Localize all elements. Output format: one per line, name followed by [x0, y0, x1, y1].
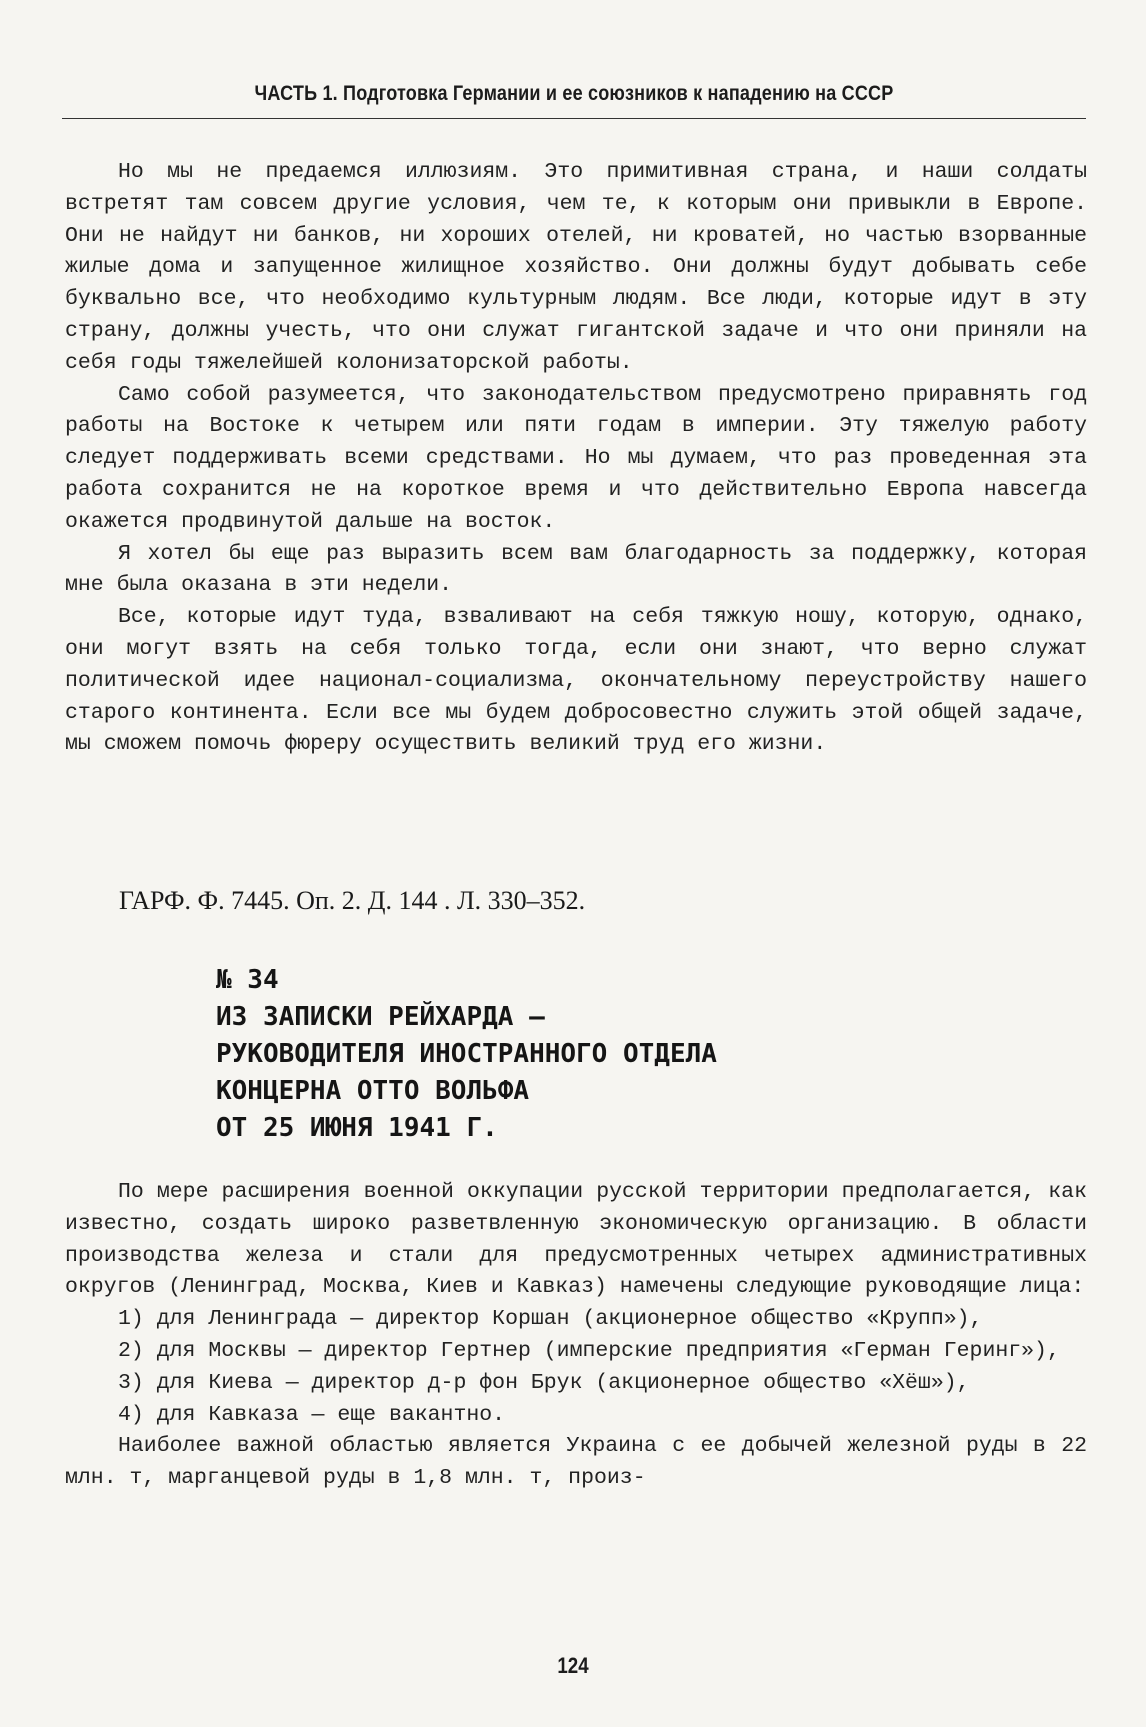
heading-line: КОНЦЕРНА ОТТО ВОЛЬФА — [216, 1076, 530, 1106]
text-block-document — [65, 1177, 1087, 1495]
document-number: № 34 — [216, 965, 279, 995]
paragraph: По мере расширения военной оккупации русской территории предполагается, как известно, создать широко разветвленную экономическую организацию. В области производства железа и стали для предусмотренных четырех административных округов (Ленинград, Москва, Киев и Кавказ) намечены следующие руководящие лица: — [65, 1180, 1087, 1300]
list-item: 3) для Киева — директор д-р фон Брук (акционерное общество «Хёш»), — [118, 1370, 970, 1395]
list-item: 4) для Кавказа — еще вакантно. — [118, 1402, 506, 1427]
heading-line: РУКОВОДИТЕЛЯ ИНОСТРАННОГО ОТДЕЛА — [216, 1039, 717, 1069]
list-item: 2) для Москвы — директор Гертнер (имперские предприятия «Герман Геринг»), — [118, 1338, 1060, 1363]
page-number: 124 — [557, 1653, 589, 1678]
paragraph: Само собой разумеется, что законодательством предусмотрено приравнять год работы на Востоке к четырем или пяти годам в империи. Эту тяжелую работу следует поддерживать всеми средствами. Но мы думаем, что раз проведенная эта работа сохранится не на короткое время и что действительно Европа навсегда окажется продвинутой дальше на восток. — [65, 382, 1087, 534]
text-block-continuation — [65, 157, 1087, 761]
heading-date: ОТ 25 ИЮНЯ 1941 Г. — [216, 1113, 498, 1143]
header-rule — [62, 118, 1086, 119]
heading-line: ИЗ ЗАПИСКИ РЕЙХАРДА – — [216, 1002, 545, 1032]
paragraph: Я хотел бы еще раз выразить всем вам благодарность за поддержку, которая мне была оказана в эти недели. — [65, 541, 1087, 598]
paragraph: Наиболее важной областью является Украина с ее добычей железной руды в 22 млн. т, марганцевой руды в 1,8 млн. т, произ- — [65, 1434, 1087, 1491]
paragraph: Но мы не предаемся иллюзиям. Это примитивная страна, и наши солдаты встретят там совсем другие условия, чем те, к которым они привыкли в Европе. Они не найдут ни банков, ни хороших отелей, ни кроватей, но частью взорванные жилые дома и запущенное жилищное хозяйство. Они должны будут добывать себе буквально все, что необходимо культурным людям. Все люди, которые идут в эту страну, должны учесть, что они служат гигантской задаче и что они приняли на себя годы тяжелейшей колонизаторской работы. — [65, 160, 1087, 375]
document-heading — [216, 962, 1076, 1147]
list-item: 1) для Ленинграда — директор Коршан (акционерное общество «Крупп»), — [118, 1307, 983, 1332]
paragraph: Все, которые идут туда, взваливают на себя тяжкую ношу, которую, однако, они могут взять на себя только тогда, если они знают, что верно служат политической идее национал-социализма, окончательному переустройству нашего старого континента. Если все мы будем добросовестно служить этой общей задаче, мы сможем помочь фюреру осуществить великий труд его жизни. — [65, 605, 1087, 757]
archive-citation: ГАРФ. Ф. 7445. Оп. 2. Д. 144 . Л. 330–352. — [119, 886, 586, 915]
running-header: ЧАСТЬ 1. Подготовка Германии и ее союзников к нападению на СССР — [254, 82, 894, 105]
